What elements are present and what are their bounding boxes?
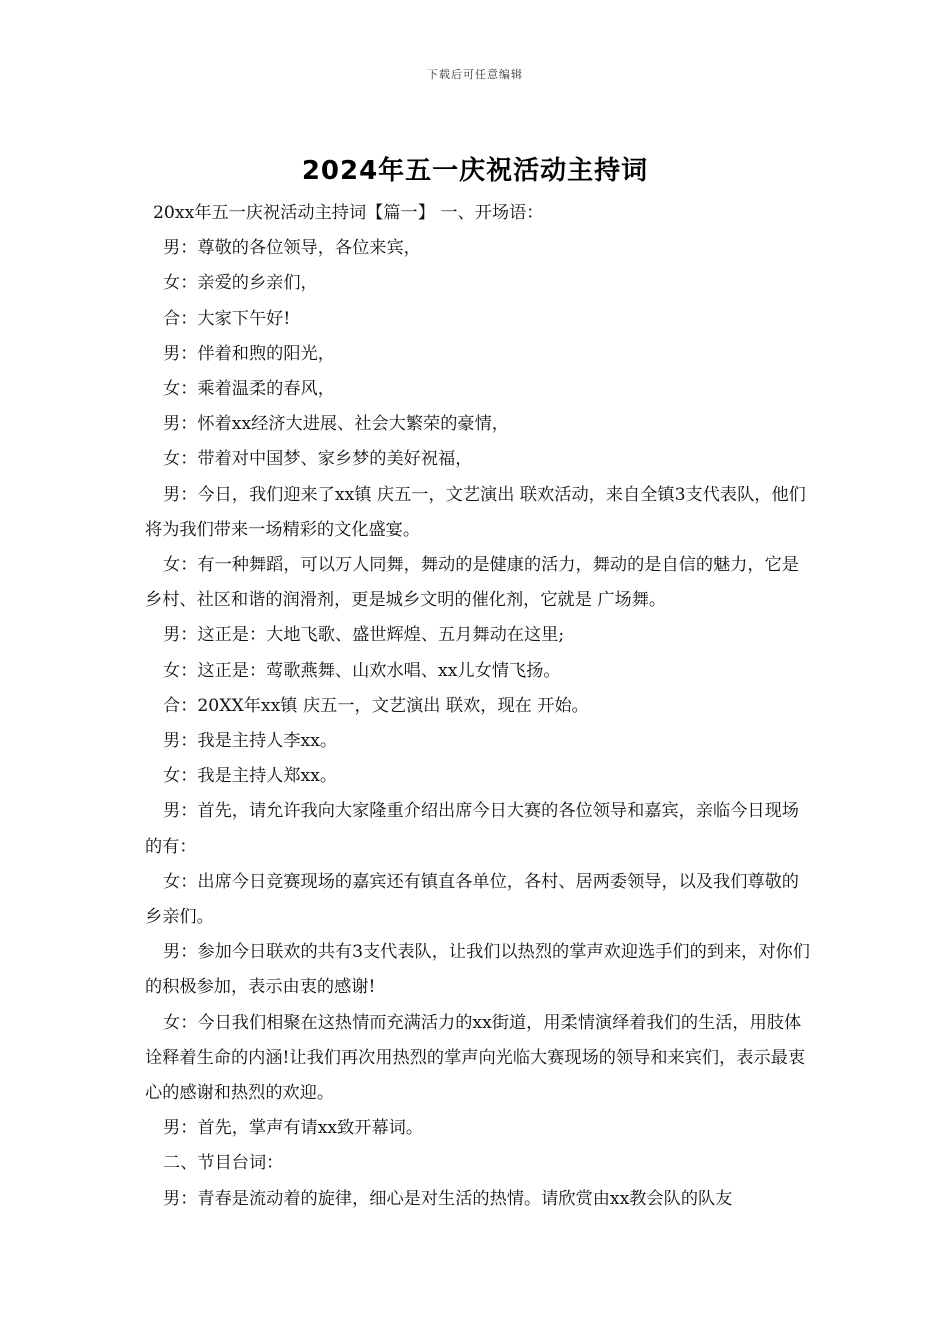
paragraph: 男：伴着和煦的阳光，: [163, 343, 335, 364]
paragraph: 男：我是主持人李xx。: [163, 731, 338, 752]
document-title: 2024年五一庆祝活动主持词: [301, 156, 649, 186]
paragraph: 女：有一种舞蹈，可以万人同舞，舞动的是健康的活力，舞动的是自信的魅力，它是乡村、社区和谐的润滑剂，更是城乡文明的催化剂，它就是 广场舞。: [145, 555, 799, 611]
paragraph: 男：首先，掌声有请xx致开幕词。: [163, 1118, 424, 1139]
paragraph: 女：今日我们相聚在这热情而充满活力的xx街道，用柔情演绎着我们的生活，用肢体诠释着生命的内涵!让我们再次用热烈的掌声向光临大赛现场的领导和来宾们，表示最衷心的感谢和热烈的欢迎。: [145, 1012, 806, 1104]
paragraph: 男：今日，我们迎来了xx镇 庆五一，文艺演出 联欢活动，来自全镇3支代表队，他们将为我们带来一场精彩的文化盛宴。: [145, 484, 806, 540]
paragraph: 20xx年五一庆祝活动主持词【篇一】 一、开场语：: [153, 203, 544, 223]
paragraph: 女：带着对中国梦、家乡梦的美好祝福，: [163, 449, 473, 470]
paragraph: 男：这正是：大地飞歌、盛世辉煌、五月舞动在这里;: [163, 625, 565, 646]
paragraph: 合：20XX年xx镇 庆五一，文艺演出 联欢，现在 开始。: [163, 695, 589, 716]
header-note: 下载后可任意编辑: [427, 68, 523, 81]
document-body: [145, 196, 813, 1217]
paragraph: 男：尊敬的各位领导，各位来宾，: [163, 238, 421, 259]
paragraph: 合：大家下午好!: [163, 308, 291, 329]
paragraph: 女：我是主持人郑xx。: [163, 766, 338, 787]
paragraph: 女：乘着温柔的春风，: [163, 379, 335, 400]
paragraph: 男：青春是流动着的旋律，细心是对生活的热情。请欣赏由xx教会队的队友: [163, 1188, 733, 1209]
paragraph: 男：首先，请允许我向大家隆重介绍出席今日大赛的各位领导和嘉宾，亲临今日现场的有：: [145, 801, 799, 857]
paragraph: 女：这正是：莺歌燕舞、山欢水唱、xx儿女情飞扬。: [163, 660, 561, 681]
paragraph: 男：怀着xx经济大进展、社会大繁荣的豪情，: [163, 414, 509, 435]
paragraph: 女：亲爱的乡亲们，: [163, 273, 318, 294]
paragraph: 男：参加今日联欢的共有3支代表队，让我们以热烈的掌声欢迎选手们的到来，对你们的积极参加，表示由衷的感谢!: [145, 942, 810, 998]
paragraph: 女：出席今日竞赛现场的嘉宾还有镇直各单位，各村、居两委领导，以及我们尊敬的乡亲们。: [145, 871, 799, 928]
paragraph: 二、节目台词：: [163, 1153, 284, 1174]
